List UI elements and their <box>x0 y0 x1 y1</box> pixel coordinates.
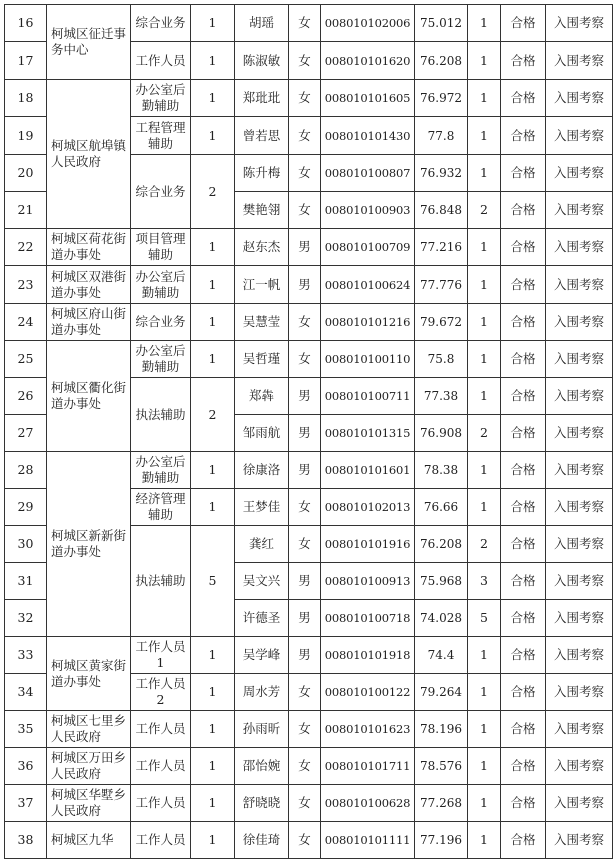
ticket-number-cell: 008010100903 <box>321 192 415 229</box>
qualification-cell: 合格 <box>501 155 546 192</box>
row-number: 20 <box>5 155 47 192</box>
table-row <box>5 5 613 42</box>
plan-count-cell: 5 <box>191 526 235 637</box>
position-cell: 办公室后勤辅助 <box>131 266 191 304</box>
ticket-number-cell: 008010102006 <box>321 5 415 42</box>
table-row <box>5 822 613 859</box>
table-row <box>5 748 613 785</box>
plan-count-cell: 2 <box>191 378 235 452</box>
score-cell: 74.028 <box>415 600 468 637</box>
org-cell: 柯城区万田乡人民政府 <box>47 748 131 785</box>
org-cell: 柯城区衢化街道办事处 <box>47 341 131 452</box>
position-cell: 办公室后勤辅助 <box>131 341 191 378</box>
gender-cell: 男 <box>289 637 321 674</box>
ticket-number-cell: 008010101620 <box>321 42 415 80</box>
gender-cell: 男 <box>289 452 321 489</box>
qualification-cell: 合格 <box>501 42 546 80</box>
table-row <box>5 341 613 378</box>
result-cell: 入围考察 <box>546 600 613 637</box>
score-cell: 78.38 <box>415 452 468 489</box>
name-cell: 陈淑敏 <box>235 42 289 80</box>
org-cell: 柯城区七里乡人民政府 <box>47 711 131 748</box>
org-cell: 柯城区新新街道办事处 <box>47 452 131 637</box>
name-cell: 邵怡婉 <box>235 748 289 785</box>
position-cell: 工作人员2 <box>131 674 191 711</box>
position-cell: 项目管理辅助 <box>131 229 191 266</box>
qualification-cell: 合格 <box>501 452 546 489</box>
gender-cell: 女 <box>289 674 321 711</box>
ticket-number-cell: 008010100709 <box>321 229 415 266</box>
gender-cell: 女 <box>289 785 321 822</box>
position-cell: 工作人员 <box>131 42 191 80</box>
rank-cell: 5 <box>468 600 501 637</box>
rank-cell: 1 <box>468 117 501 155</box>
name-cell: 徐佳琦 <box>235 822 289 859</box>
row-number: 23 <box>5 266 47 304</box>
table-row <box>5 266 613 304</box>
org-cell: 柯城区征迁事务中心 <box>47 5 131 80</box>
result-cell: 入围考察 <box>546 304 613 341</box>
plan-count-cell: 1 <box>191 711 235 748</box>
score-cell: 76.66 <box>415 489 468 526</box>
row-number: 35 <box>5 711 47 748</box>
result-cell: 入围考察 <box>546 452 613 489</box>
qualification-cell: 合格 <box>501 526 546 563</box>
score-cell: 77.8 <box>415 117 468 155</box>
gender-cell: 女 <box>289 155 321 192</box>
result-cell: 入围考察 <box>546 785 613 822</box>
name-cell: 曾若思 <box>235 117 289 155</box>
score-cell: 76.932 <box>415 155 468 192</box>
rank-cell: 1 <box>468 155 501 192</box>
qualification-cell: 合格 <box>501 637 546 674</box>
gender-cell: 女 <box>289 341 321 378</box>
ticket-number-cell: 008010101601 <box>321 452 415 489</box>
result-cell: 入围考察 <box>546 192 613 229</box>
gender-cell: 男 <box>289 229 321 266</box>
row-number: 33 <box>5 637 47 674</box>
ticket-number-cell: 008010101430 <box>321 117 415 155</box>
position-cell: 工作人员 <box>131 785 191 822</box>
result-cell: 入围考察 <box>546 5 613 42</box>
gender-cell: 女 <box>289 304 321 341</box>
table-row <box>5 711 613 748</box>
table-row <box>5 304 613 341</box>
gender-cell: 女 <box>289 192 321 229</box>
ticket-number-cell: 008010100624 <box>321 266 415 304</box>
row-number: 18 <box>5 80 47 117</box>
name-cell: 吴学峰 <box>235 637 289 674</box>
ticket-number-cell: 008010101605 <box>321 80 415 117</box>
rank-cell: 3 <box>468 563 501 600</box>
org-cell: 柯城区九华 <box>47 822 131 859</box>
name-cell: 周水芳 <box>235 674 289 711</box>
name-cell: 胡瑶 <box>235 5 289 42</box>
rank-cell: 1 <box>468 785 501 822</box>
score-cell: 76.848 <box>415 192 468 229</box>
qualification-cell: 合格 <box>501 304 546 341</box>
row-number: 27 <box>5 415 47 452</box>
rank-cell: 1 <box>468 674 501 711</box>
ticket-number-cell: 008010100718 <box>321 600 415 637</box>
results-table <box>4 4 613 859</box>
org-cell: 柯城区荷花街道办事处 <box>47 229 131 266</box>
ticket-number-cell: 008010100122 <box>321 674 415 711</box>
rank-cell: 1 <box>468 637 501 674</box>
plan-count-cell: 1 <box>191 785 235 822</box>
name-cell: 孙雨昕 <box>235 711 289 748</box>
position-cell: 工程管理辅助 <box>131 117 191 155</box>
result-cell: 入围考察 <box>546 155 613 192</box>
rank-cell: 1 <box>468 822 501 859</box>
gender-cell: 男 <box>289 600 321 637</box>
name-cell: 陈升梅 <box>235 155 289 192</box>
row-number: 16 <box>5 5 47 42</box>
position-cell: 综合业务 <box>131 5 191 42</box>
score-cell: 79.672 <box>415 304 468 341</box>
plan-count-cell: 1 <box>191 117 235 155</box>
score-cell: 75.968 <box>415 563 468 600</box>
score-cell: 77.196 <box>415 822 468 859</box>
org-cell: 柯城区航埠镇人民政府 <box>47 80 131 229</box>
ticket-number-cell: 008010101918 <box>321 637 415 674</box>
position-cell: 综合业务 <box>131 155 191 229</box>
name-cell: 王梦佳 <box>235 489 289 526</box>
ticket-number-cell: 008010100711 <box>321 378 415 415</box>
plan-count-cell: 1 <box>191 637 235 674</box>
rank-cell: 1 <box>468 42 501 80</box>
ticket-number-cell: 008010100807 <box>321 155 415 192</box>
position-cell: 办公室后勤辅助 <box>131 80 191 117</box>
table-row <box>5 229 613 266</box>
qualification-cell: 合格 <box>501 563 546 600</box>
score-cell: 74.4 <box>415 637 468 674</box>
row-number: 19 <box>5 117 47 155</box>
result-cell: 入围考察 <box>546 415 613 452</box>
ticket-number-cell: 008010100913 <box>321 563 415 600</box>
table-row <box>5 80 613 117</box>
plan-count-cell: 1 <box>191 80 235 117</box>
rank-cell: 2 <box>468 192 501 229</box>
position-cell: 工作人员 <box>131 748 191 785</box>
ticket-number-cell: 008010101916 <box>321 526 415 563</box>
score-cell: 78.196 <box>415 711 468 748</box>
result-cell: 入围考察 <box>546 80 613 117</box>
name-cell: 吴慧莹 <box>235 304 289 341</box>
qualification-cell: 合格 <box>501 748 546 785</box>
rank-cell: 1 <box>468 229 501 266</box>
result-cell: 入围考察 <box>546 822 613 859</box>
rank-cell: 1 <box>468 378 501 415</box>
plan-count-cell: 1 <box>191 452 235 489</box>
qualification-cell: 合格 <box>501 600 546 637</box>
rank-cell: 1 <box>468 748 501 785</box>
gender-cell: 女 <box>289 822 321 859</box>
qualification-cell: 合格 <box>501 674 546 711</box>
score-cell: 76.208 <box>415 526 468 563</box>
rank-cell: 1 <box>468 452 501 489</box>
gender-cell: 女 <box>289 117 321 155</box>
qualification-cell: 合格 <box>501 415 546 452</box>
name-cell: 赵东杰 <box>235 229 289 266</box>
table-row <box>5 785 613 822</box>
qualification-cell: 合格 <box>501 711 546 748</box>
result-cell: 入围考察 <box>546 117 613 155</box>
plan-count-cell: 1 <box>191 304 235 341</box>
result-cell: 入围考察 <box>546 674 613 711</box>
row-number: 34 <box>5 674 47 711</box>
rank-cell: 1 <box>468 304 501 341</box>
position-cell: 执法辅助 <box>131 378 191 452</box>
plan-count-cell: 1 <box>191 42 235 80</box>
gender-cell: 女 <box>289 42 321 80</box>
position-cell: 工作人员 <box>131 822 191 859</box>
score-cell: 77.268 <box>415 785 468 822</box>
result-cell: 入围考察 <box>546 489 613 526</box>
gender-cell: 女 <box>289 526 321 563</box>
row-number: 25 <box>5 341 47 378</box>
result-cell: 入围考察 <box>546 711 613 748</box>
qualification-cell: 合格 <box>501 192 546 229</box>
rank-cell: 1 <box>468 80 501 117</box>
gender-cell: 女 <box>289 489 321 526</box>
plan-count-cell: 1 <box>191 489 235 526</box>
score-cell: 76.208 <box>415 42 468 80</box>
plan-count-cell: 1 <box>191 341 235 378</box>
qualification-cell: 合格 <box>501 341 546 378</box>
score-cell: 76.908 <box>415 415 468 452</box>
qualification-cell: 合格 <box>501 822 546 859</box>
name-cell: 徐康洛 <box>235 452 289 489</box>
row-number: 26 <box>5 378 47 415</box>
row-number: 37 <box>5 785 47 822</box>
result-cell: 入围考察 <box>546 378 613 415</box>
gender-cell: 女 <box>289 711 321 748</box>
score-cell: 75.8 <box>415 341 468 378</box>
row-number: 31 <box>5 563 47 600</box>
name-cell: 舒晓晓 <box>235 785 289 822</box>
qualification-cell: 合格 <box>501 489 546 526</box>
org-cell: 柯城区府山街道办事处 <box>47 304 131 341</box>
name-cell: 邹雨航 <box>235 415 289 452</box>
plan-count-cell: 2 <box>191 155 235 229</box>
gender-cell: 男 <box>289 378 321 415</box>
score-cell: 79.264 <box>415 674 468 711</box>
table-row <box>5 637 613 674</box>
result-cell: 入围考察 <box>546 748 613 785</box>
position-cell: 经济管理辅助 <box>131 489 191 526</box>
result-cell: 入围考察 <box>546 526 613 563</box>
row-number: 28 <box>5 452 47 489</box>
gender-cell: 女 <box>289 748 321 785</box>
row-number: 17 <box>5 42 47 80</box>
org-cell: 柯城区华墅乡人民政府 <box>47 785 131 822</box>
rank-cell: 2 <box>468 415 501 452</box>
gender-cell: 男 <box>289 266 321 304</box>
rank-cell: 1 <box>468 711 501 748</box>
rank-cell: 1 <box>468 341 501 378</box>
qualification-cell: 合格 <box>501 5 546 42</box>
ticket-number-cell: 008010101623 <box>321 711 415 748</box>
rank-cell: 1 <box>468 5 501 42</box>
name-cell: 吴文兴 <box>235 563 289 600</box>
qualification-cell: 合格 <box>501 785 546 822</box>
qualification-cell: 合格 <box>501 378 546 415</box>
position-cell: 工作人员 <box>131 711 191 748</box>
row-number: 29 <box>5 489 47 526</box>
plan-count-cell: 1 <box>191 229 235 266</box>
row-number: 21 <box>5 192 47 229</box>
name-cell: 吴哲瑾 <box>235 341 289 378</box>
plan-count-cell: 1 <box>191 822 235 859</box>
plan-count-cell: 1 <box>191 748 235 785</box>
ticket-number-cell: 008010101111 <box>321 822 415 859</box>
gender-cell: 男 <box>289 563 321 600</box>
ticket-number-cell: 008010100628 <box>321 785 415 822</box>
name-cell: 许德圣 <box>235 600 289 637</box>
plan-count-cell: 1 <box>191 266 235 304</box>
row-number: 30 <box>5 526 47 563</box>
position-cell: 综合业务 <box>131 304 191 341</box>
name-cell: 龚红 <box>235 526 289 563</box>
name-cell: 郑玭玭 <box>235 80 289 117</box>
rank-cell: 2 <box>468 526 501 563</box>
position-cell: 工作人员1 <box>131 637 191 674</box>
ticket-number-cell: 008010101711 <box>321 748 415 785</box>
table-row <box>5 452 613 489</box>
row-number: 32 <box>5 600 47 637</box>
score-cell: 77.38 <box>415 378 468 415</box>
score-cell: 76.972 <box>415 80 468 117</box>
row-number: 36 <box>5 748 47 785</box>
position-cell: 办公室后勤辅助 <box>131 452 191 489</box>
result-cell: 入围考察 <box>546 637 613 674</box>
score-cell: 77.776 <box>415 266 468 304</box>
result-cell: 入围考察 <box>546 229 613 266</box>
org-cell: 柯城区黄家街道办事处 <box>47 637 131 711</box>
ticket-number-cell: 008010101315 <box>321 415 415 452</box>
plan-count-cell: 1 <box>191 5 235 42</box>
name-cell: 樊艳翎 <box>235 192 289 229</box>
result-cell: 入围考察 <box>546 42 613 80</box>
name-cell: 江一帆 <box>235 266 289 304</box>
ticket-number-cell: 008010101216 <box>321 304 415 341</box>
rank-cell: 1 <box>468 266 501 304</box>
result-cell: 入围考察 <box>546 563 613 600</box>
qualification-cell: 合格 <box>501 229 546 266</box>
ticket-number-cell: 008010100110 <box>321 341 415 378</box>
score-cell: 77.216 <box>415 229 468 266</box>
gender-cell: 男 <box>289 415 321 452</box>
qualification-cell: 合格 <box>501 266 546 304</box>
score-cell: 78.576 <box>415 748 468 785</box>
rank-cell: 1 <box>468 489 501 526</box>
ticket-number-cell: 008010102013 <box>321 489 415 526</box>
position-cell: 执法辅助 <box>131 526 191 637</box>
name-cell: 郑犇 <box>235 378 289 415</box>
row-number: 24 <box>5 304 47 341</box>
row-number: 38 <box>5 822 47 859</box>
qualification-cell: 合格 <box>501 80 546 117</box>
row-number: 22 <box>5 229 47 266</box>
plan-count-cell: 1 <box>191 674 235 711</box>
result-cell: 入围考察 <box>546 266 613 304</box>
score-cell: 75.012 <box>415 5 468 42</box>
gender-cell: 女 <box>289 5 321 42</box>
qualification-cell: 合格 <box>501 117 546 155</box>
gender-cell: 女 <box>289 80 321 117</box>
org-cell: 柯城区双港街道办事处 <box>47 266 131 304</box>
result-cell: 入围考察 <box>546 341 613 378</box>
